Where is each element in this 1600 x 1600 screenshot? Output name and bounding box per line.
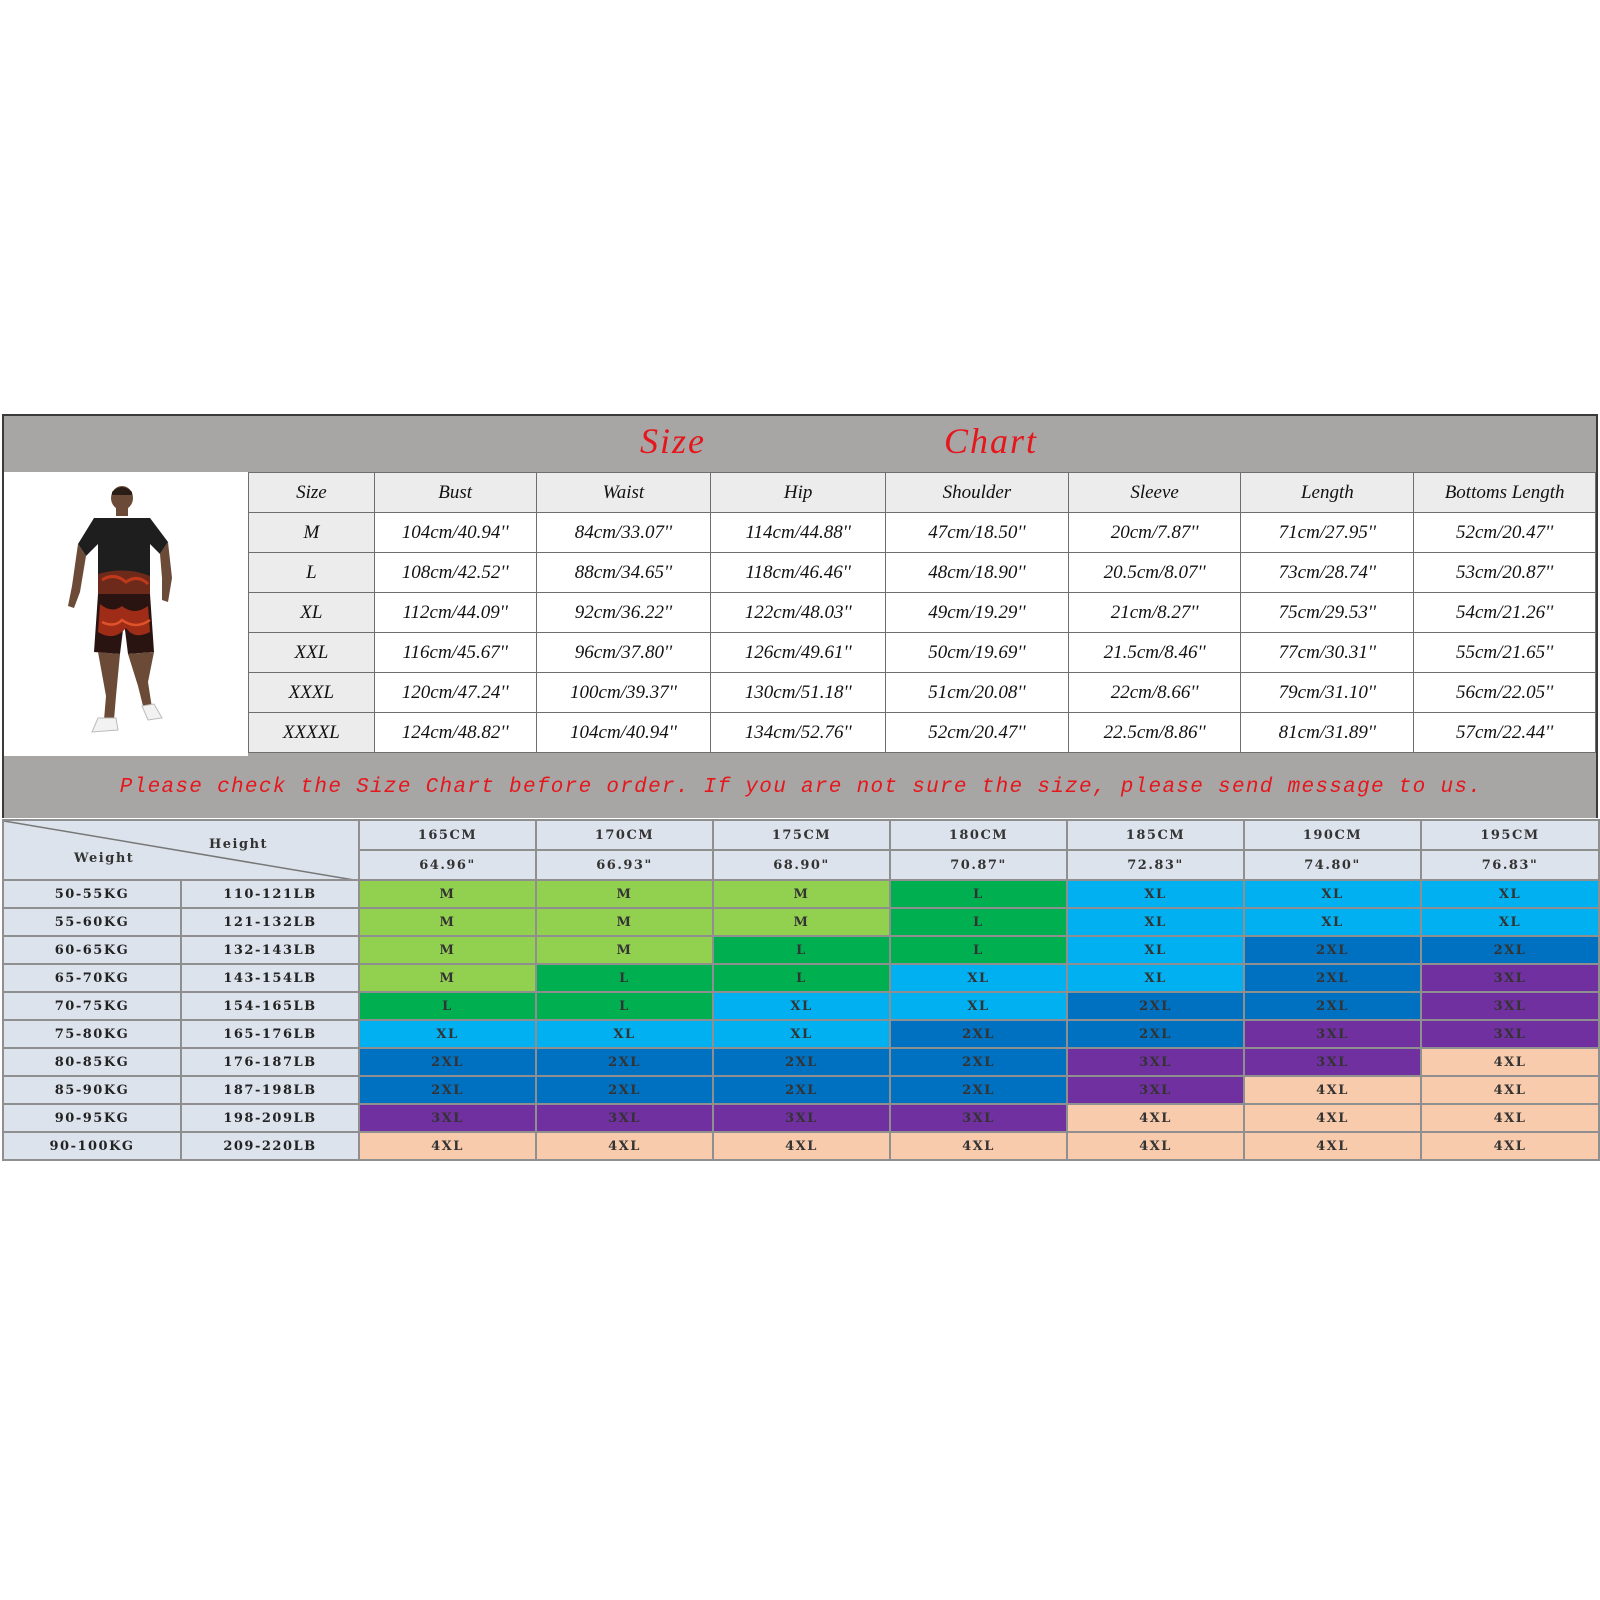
measurement-row bbox=[249, 553, 1596, 593]
recommended-size-cell: 4XL bbox=[359, 1132, 536, 1160]
measurement-cell: 50cm/19.69'' bbox=[886, 633, 1069, 673]
measurement-cell: 22cm/8.66'' bbox=[1068, 673, 1241, 713]
recommended-size-cell: 2XL bbox=[1244, 992, 1421, 1020]
recommended-size-cell: M bbox=[536, 880, 713, 908]
weight-row bbox=[3, 908, 1599, 936]
recommended-size-cell: 3XL bbox=[359, 1104, 536, 1132]
recommended-size-cell: M bbox=[713, 880, 890, 908]
recommended-size-cell: 4XL bbox=[1244, 1104, 1421, 1132]
measurement-cell: 96cm/37.80'' bbox=[536, 633, 711, 673]
measurement-cell: 22.5cm/8.86'' bbox=[1068, 713, 1241, 753]
measurement-table bbox=[248, 472, 1596, 753]
recommended-size-cell: 4XL bbox=[890, 1132, 1067, 1160]
recommended-size-cell: XL bbox=[1421, 908, 1599, 936]
recommended-size-cell: 2XL bbox=[713, 1076, 890, 1104]
recommended-size-cell: 2XL bbox=[1067, 992, 1244, 1020]
recommended-size-cell: 4XL bbox=[1067, 1104, 1244, 1132]
recommended-size-cell: 3XL bbox=[1067, 1076, 1244, 1104]
recommended-size-cell: XL bbox=[890, 964, 1067, 992]
size-label-cell: M bbox=[249, 513, 375, 553]
weight-row bbox=[3, 992, 1599, 1020]
weight-height-fit-table bbox=[2, 819, 1600, 1161]
size-label-cell: XXXXL bbox=[249, 713, 375, 753]
notice-text: Please check the Size Chart before order. If you are not sure the size, please send message to us. bbox=[119, 776, 1483, 799]
recommended-size-cell: XL bbox=[1244, 908, 1421, 936]
weight-lb-cell: 132-143LB bbox=[181, 936, 359, 964]
weight-row bbox=[3, 1076, 1599, 1104]
measurement-cell: 118cm/46.46'' bbox=[711, 553, 886, 593]
size-label-cell: L bbox=[249, 553, 375, 593]
weight-kg-cell: 90-95KG bbox=[3, 1104, 181, 1132]
height-cm-row bbox=[3, 820, 1599, 850]
recommended-size-cell: 3XL bbox=[890, 1104, 1067, 1132]
recommended-size-cell: 4XL bbox=[1244, 1132, 1421, 1160]
size-label-cell: XXL bbox=[249, 633, 375, 673]
measurement-cell: 49cm/19.29'' bbox=[886, 593, 1069, 633]
height-cm-cell: 175CM bbox=[713, 820, 890, 850]
recommended-size-cell: L bbox=[536, 992, 713, 1020]
measurement-cell: 84cm/33.07'' bbox=[536, 513, 711, 553]
weight-row bbox=[3, 1132, 1599, 1160]
recommended-size-cell: 4XL bbox=[1421, 1048, 1599, 1076]
recommended-size-cell: 4XL bbox=[1421, 1104, 1599, 1132]
height-in-cell: 70.87" bbox=[890, 850, 1067, 880]
recommended-size-cell: 2XL bbox=[1244, 964, 1421, 992]
recommended-size-cell: M bbox=[359, 936, 536, 964]
height-in-cell: 64.96" bbox=[359, 850, 536, 880]
height-in-cell: 68.90" bbox=[713, 850, 890, 880]
measurement-cell: 100cm/39.37'' bbox=[536, 673, 711, 713]
weight-lb-cell: 110-121LB bbox=[181, 880, 359, 908]
recommended-size-cell: 3XL bbox=[1421, 992, 1599, 1020]
recommended-size-cell: 4XL bbox=[1421, 1132, 1599, 1160]
recommended-size-cell: L bbox=[713, 936, 890, 964]
recommended-size-cell: 4XL bbox=[536, 1132, 713, 1160]
measurement-cell: 130cm/51.18'' bbox=[711, 673, 886, 713]
weight-row bbox=[3, 1020, 1599, 1048]
recommended-size-cell: M bbox=[713, 908, 890, 936]
recommended-size-cell: 3XL bbox=[1244, 1020, 1421, 1048]
recommended-size-cell: XL bbox=[1067, 880, 1244, 908]
header-waist: Waist bbox=[536, 473, 711, 513]
size-chart-sheet bbox=[2, 414, 1598, 818]
measurement-cell: 112cm/44.09'' bbox=[374, 593, 536, 633]
weight-row bbox=[3, 936, 1599, 964]
header-bust: Bust bbox=[374, 473, 536, 513]
recommended-size-cell: L bbox=[890, 908, 1067, 936]
measurement-row bbox=[249, 513, 1596, 553]
recommended-size-cell: XL bbox=[1067, 964, 1244, 992]
weight-kg-cell: 75-80KG bbox=[3, 1020, 181, 1048]
weight-lb-cell: 154-165LB bbox=[181, 992, 359, 1020]
measurement-cell: 104cm/40.94'' bbox=[536, 713, 711, 753]
measurement-cell: 56cm/22.05'' bbox=[1414, 673, 1596, 713]
header-sleeve: Sleeve bbox=[1068, 473, 1241, 513]
recommended-size-cell: 3XL bbox=[536, 1104, 713, 1132]
product-photo bbox=[4, 472, 248, 756]
recommended-size-cell: 3XL bbox=[1421, 964, 1599, 992]
recommended-size-cell: M bbox=[359, 964, 536, 992]
height-cm-cell: 185CM bbox=[1067, 820, 1244, 850]
weight-row bbox=[3, 1104, 1599, 1132]
corner-height-label: Height bbox=[209, 837, 269, 852]
measurement-cell: 71cm/27.95'' bbox=[1241, 513, 1414, 553]
recommended-size-cell: M bbox=[536, 908, 713, 936]
recommended-size-cell: 2XL bbox=[359, 1076, 536, 1104]
recommended-size-cell: L bbox=[890, 880, 1067, 908]
recommended-size-cell: 2XL bbox=[890, 1076, 1067, 1104]
weight-lb-cell: 176-187LB bbox=[181, 1048, 359, 1076]
height-cm-cell: 165CM bbox=[359, 820, 536, 850]
measurement-row bbox=[249, 713, 1596, 753]
recommended-size-cell: 2XL bbox=[713, 1048, 890, 1076]
measurement-cell: 134cm/52.76'' bbox=[711, 713, 886, 753]
measurement-cell: 55cm/21.65'' bbox=[1414, 633, 1596, 673]
recommended-size-cell: M bbox=[359, 908, 536, 936]
measurement-cell: 47cm/18.50'' bbox=[886, 513, 1069, 553]
recommended-size-cell: XL bbox=[713, 992, 890, 1020]
measurement-cell: 52cm/20.47'' bbox=[886, 713, 1069, 753]
measurement-cell: 75cm/29.53'' bbox=[1241, 593, 1414, 633]
recommended-size-cell: 4XL bbox=[713, 1132, 890, 1160]
title-word-size: Size bbox=[640, 421, 706, 461]
recommended-size-cell: L bbox=[359, 992, 536, 1020]
notice-band bbox=[4, 756, 1598, 820]
height-in-cell: 76.83" bbox=[1421, 850, 1599, 880]
recommended-size-cell: 3XL bbox=[713, 1104, 890, 1132]
measurement-cell: 88cm/34.65'' bbox=[536, 553, 711, 593]
header-bottoms-length: Bottoms Length bbox=[1414, 473, 1596, 513]
height-cm-cell: 195CM bbox=[1421, 820, 1599, 850]
recommended-size-cell: XL bbox=[536, 1020, 713, 1048]
measurement-cell: 79cm/31.10'' bbox=[1241, 673, 1414, 713]
measurement-cell: 81cm/31.89'' bbox=[1241, 713, 1414, 753]
measurement-cell: 20.5cm/8.07'' bbox=[1068, 553, 1241, 593]
weight-row bbox=[3, 880, 1599, 908]
measurement-cell: 54cm/21.26'' bbox=[1414, 593, 1596, 633]
recommended-size-cell: 4XL bbox=[1244, 1076, 1421, 1104]
recommended-size-cell: L bbox=[890, 936, 1067, 964]
header-size: Size bbox=[249, 473, 375, 513]
weight-kg-cell: 70-75KG bbox=[3, 992, 181, 1020]
corner-cell bbox=[3, 820, 359, 880]
weight-kg-cell: 85-90KG bbox=[3, 1076, 181, 1104]
header-hip: Hip bbox=[711, 473, 886, 513]
recommended-size-cell: XL bbox=[713, 1020, 890, 1048]
height-in-cell: 66.93" bbox=[536, 850, 713, 880]
measurement-header-row bbox=[249, 473, 1596, 513]
weight-lb-cell: 121-132LB bbox=[181, 908, 359, 936]
measurement-cell: 52cm/20.47'' bbox=[1414, 513, 1596, 553]
size-label-cell: XL bbox=[249, 593, 375, 633]
recommended-size-cell: XL bbox=[1421, 880, 1599, 908]
measurement-cell: 51cm/20.08'' bbox=[886, 673, 1069, 713]
recommended-size-cell: 2XL bbox=[536, 1076, 713, 1104]
recommended-size-cell: 2XL bbox=[536, 1048, 713, 1076]
measurement-cell: 77cm/30.31'' bbox=[1241, 633, 1414, 673]
weight-kg-cell: 55-60KG bbox=[3, 908, 181, 936]
recommended-size-cell: M bbox=[536, 936, 713, 964]
model-tshirt-shorts-icon bbox=[64, 482, 184, 738]
measurement-row bbox=[249, 593, 1596, 633]
recommended-size-cell: 2XL bbox=[890, 1020, 1067, 1048]
title-word-chart: Chart bbox=[944, 421, 1039, 461]
measurement-cell: 104cm/40.94'' bbox=[374, 513, 536, 553]
weight-kg-cell: 50-55KG bbox=[3, 880, 181, 908]
recommended-size-cell: L bbox=[713, 964, 890, 992]
weight-kg-cell: 90-100KG bbox=[3, 1132, 181, 1160]
weight-lb-cell: 165-176LB bbox=[181, 1020, 359, 1048]
weight-lb-cell: 198-209LB bbox=[181, 1104, 359, 1132]
height-in-cell: 74.80" bbox=[1244, 850, 1421, 880]
weight-lb-cell: 187-198LB bbox=[181, 1076, 359, 1104]
recommended-size-cell: 2XL bbox=[890, 1048, 1067, 1076]
recommended-size-cell: 4XL bbox=[1421, 1076, 1599, 1104]
corner-weight-label: Weight bbox=[74, 851, 135, 866]
measurement-cell: 53cm/20.87'' bbox=[1414, 553, 1596, 593]
measurement-cell: 126cm/49.61'' bbox=[711, 633, 886, 673]
recommended-size-cell: 3XL bbox=[1067, 1048, 1244, 1076]
measurement-cell: 20cm/7.87'' bbox=[1068, 513, 1241, 553]
header-shoulder: Shoulder bbox=[886, 473, 1069, 513]
measurement-cell: 120cm/47.24'' bbox=[374, 673, 536, 713]
weight-kg-cell: 60-65KG bbox=[3, 936, 181, 964]
recommended-size-cell: XL bbox=[1067, 908, 1244, 936]
measurement-cell: 73cm/28.74'' bbox=[1241, 553, 1414, 593]
measurement-cell: 124cm/48.82'' bbox=[374, 713, 536, 753]
height-cm-cell: 170CM bbox=[536, 820, 713, 850]
measurement-cell: 108cm/42.52'' bbox=[374, 553, 536, 593]
recommended-size-cell: 4XL bbox=[1067, 1132, 1244, 1160]
measurement-cell: 116cm/45.67'' bbox=[374, 633, 536, 673]
recommended-size-cell: XL bbox=[890, 992, 1067, 1020]
size-label-cell: XXXL bbox=[249, 673, 375, 713]
measurement-cell: 122cm/48.03'' bbox=[711, 593, 886, 633]
recommended-size-cell: L bbox=[536, 964, 713, 992]
recommended-size-cell: 2XL bbox=[1067, 1020, 1244, 1048]
recommended-size-cell: XL bbox=[1067, 936, 1244, 964]
weight-kg-cell: 80-85KG bbox=[3, 1048, 181, 1076]
header-length: Length bbox=[1241, 473, 1414, 513]
recommended-size-cell: 3XL bbox=[1244, 1048, 1421, 1076]
recommended-size-cell: XL bbox=[359, 1020, 536, 1048]
title-band bbox=[4, 416, 1598, 472]
corner-diagonal bbox=[4, 821, 359, 880]
weight-lb-cell: 209-220LB bbox=[181, 1132, 359, 1160]
height-cm-cell: 180CM bbox=[890, 820, 1067, 850]
weight-kg-cell: 65-70KG bbox=[3, 964, 181, 992]
measurement-cell: 48cm/18.90'' bbox=[886, 553, 1069, 593]
recommended-size-cell: 2XL bbox=[1421, 936, 1599, 964]
recommended-size-cell: XL bbox=[1244, 880, 1421, 908]
recommended-size-cell: 2XL bbox=[1244, 936, 1421, 964]
weight-row bbox=[3, 964, 1599, 992]
height-in-cell: 72.83" bbox=[1067, 850, 1244, 880]
measurement-cell: 114cm/44.88'' bbox=[711, 513, 886, 553]
measurement-cell: 92cm/36.22'' bbox=[536, 593, 711, 633]
measurement-cell: 57cm/22.44'' bbox=[1414, 713, 1596, 753]
recommended-size-cell: M bbox=[359, 880, 536, 908]
height-cm-cell: 190CM bbox=[1244, 820, 1421, 850]
weight-lb-cell: 143-154LB bbox=[181, 964, 359, 992]
measurement-cell: 21.5cm/8.46'' bbox=[1068, 633, 1241, 673]
measurement-cell: 21cm/8.27'' bbox=[1068, 593, 1241, 633]
recommended-size-cell: 3XL bbox=[1421, 1020, 1599, 1048]
measurement-row bbox=[249, 633, 1596, 673]
measurement-row bbox=[249, 673, 1596, 713]
weight-row bbox=[3, 1048, 1599, 1076]
recommended-size-cell: 2XL bbox=[359, 1048, 536, 1076]
